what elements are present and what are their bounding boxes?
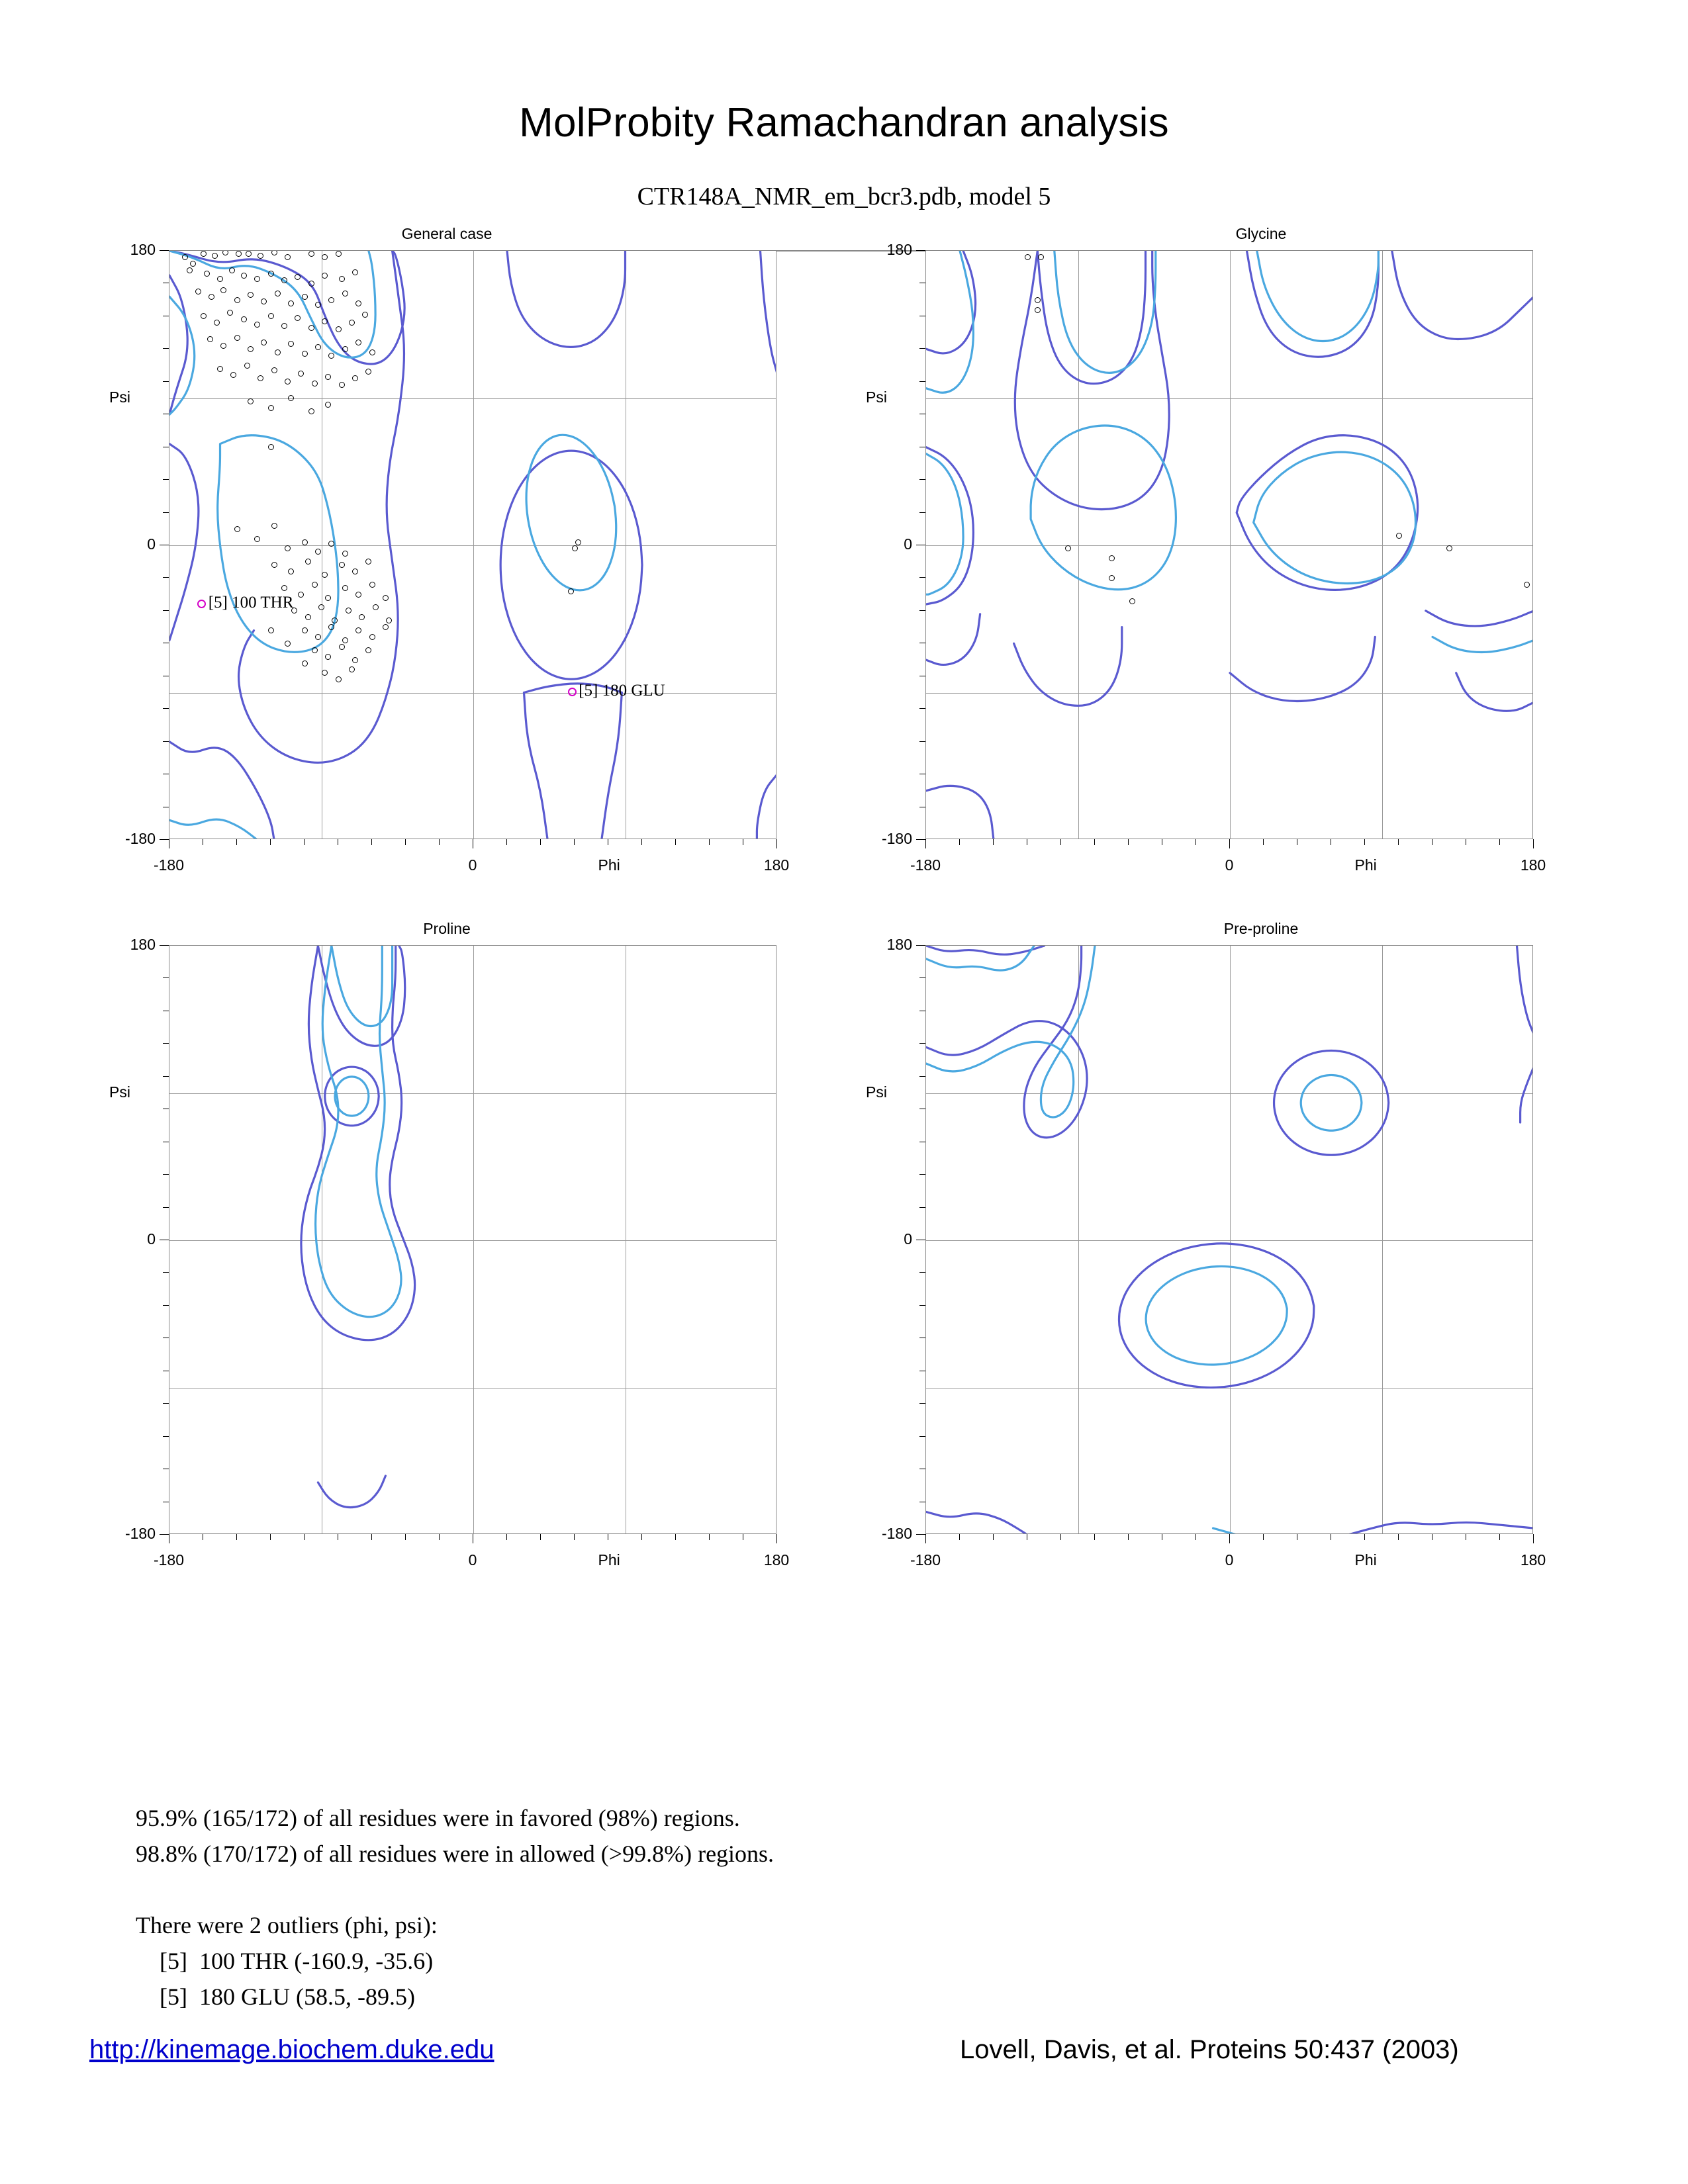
axis-tick-x: [993, 1534, 994, 1540]
contour-line: [926, 946, 1087, 1138]
axis-tick-x: [776, 839, 777, 848]
residue-point: [308, 325, 314, 331]
residue-point: [355, 340, 361, 345]
residue-point: [328, 353, 334, 359]
contour-line: [169, 444, 199, 641]
axis-tick-x: [1094, 1534, 1095, 1540]
axis-tick-x: [925, 839, 926, 848]
axis-tick-y: [919, 741, 925, 742]
contour-line: [524, 693, 548, 840]
axis-ticklabel-y: 180: [886, 241, 912, 258]
axis-tick-x: [1229, 1534, 1230, 1543]
residue-point: [1396, 533, 1402, 539]
axis-ticklabel-x: 0: [1225, 1551, 1234, 1569]
stats-outlier-header: There were 2 outliers (phi, psi):: [136, 1912, 438, 1938]
axis-tick-y: [163, 1043, 169, 1044]
residue-point: [281, 585, 287, 591]
contour-line: [1348, 1522, 1534, 1534]
residue-point: [220, 343, 226, 349]
axis-label-x: Phi: [598, 856, 620, 874]
kinemage-link[interactable]: http://kinemage.biochem.duke.edu: [89, 2035, 494, 2064]
contour-line: [1254, 452, 1416, 583]
axis-tick-x: [1499, 839, 1500, 845]
residue-point: [254, 276, 260, 282]
axis-tick-x: [1499, 1534, 1500, 1540]
axis-tick-x: [405, 1534, 406, 1540]
axis-tick-y: [919, 1207, 925, 1208]
residue-point: [302, 627, 308, 633]
contour-line: [926, 251, 973, 392]
residue-point: [325, 595, 331, 601]
residue-point: [271, 367, 277, 373]
axis-tick-x: [641, 1534, 642, 1540]
axis-tick-y: [163, 381, 169, 382]
contour-line: [761, 251, 777, 373]
residue-point: [268, 271, 274, 277]
axis-label-y: Psi: [109, 388, 130, 406]
residue-point: [342, 551, 348, 557]
residue-point: [241, 273, 247, 279]
residue-point: [220, 287, 226, 293]
residue-point: [342, 346, 348, 352]
axis-ticklabel-y: 0: [147, 1230, 156, 1248]
axis-label-y: Psi: [866, 388, 887, 406]
axis-tick-x: [304, 1534, 305, 1540]
stats-favored: 95.9% (165/172) of all residues were in favored (98%) regions.: [136, 1805, 740, 1831]
page-title: MolProbity Ramachandran analysis: [519, 100, 1169, 146]
page-subtitle: CTR148A_NMR_em_bcr3.pdb, model 5: [637, 183, 1051, 210]
contour-line: [1257, 251, 1379, 341]
residue-point: [281, 277, 287, 283]
residue-point: [217, 276, 223, 282]
contour-line: [1426, 611, 1533, 626]
contour-line: [1237, 435, 1417, 590]
residue-point: [234, 297, 240, 303]
axis-tick-x: [1364, 839, 1365, 845]
axis-tick-y: [919, 610, 925, 611]
residue-point: [234, 335, 240, 341]
outlier-marker[interactable]: [197, 600, 206, 608]
axis-ticklabel-y: 0: [904, 535, 912, 553]
axis-tick-x: [675, 1534, 676, 1540]
contour-line: [169, 819, 258, 839]
residue-point: [1109, 575, 1115, 581]
axis-tick-x: [574, 1534, 575, 1540]
axis-tick-y: [163, 348, 169, 349]
contour-line: [1274, 1050, 1389, 1155]
axis-ticklabel-y: 180: [886, 936, 912, 953]
axis-ticklabel-x: 0: [468, 1551, 477, 1569]
residue-point: [217, 366, 223, 372]
axis-ticklabel-y: 0: [904, 1230, 912, 1248]
outlier-marker[interactable]: [568, 688, 577, 696]
residue-point: [302, 660, 308, 666]
axis-tick-x: [540, 839, 541, 845]
axis-tick-x: [1533, 839, 1534, 848]
axis-tick-x: [925, 1534, 926, 1543]
axis-tick-y: [919, 479, 925, 480]
residue-point: [383, 624, 389, 630]
axis-tick-y: [916, 1534, 925, 1535]
contour-line: [1517, 946, 1534, 1034]
residue-point: [204, 271, 210, 277]
axis-tick-x: [1128, 1534, 1129, 1540]
axis-tick-y: [163, 1174, 169, 1175]
residue-point: [268, 444, 274, 450]
contour-line: [335, 1077, 369, 1116]
residue-point: [383, 595, 389, 601]
plot-pre-proline: [866, 920, 1595, 1582]
axis-tick-y: [916, 839, 925, 840]
residue-point: [302, 539, 308, 545]
axis-tick-x: [506, 1534, 507, 1540]
residue-point: [285, 641, 291, 647]
residue-point: [209, 294, 214, 300]
axis-tick-y: [163, 1076, 169, 1077]
residue-point: [352, 657, 358, 663]
residue-point: [1129, 598, 1135, 604]
contour-line: [1055, 251, 1156, 373]
residue-point: [312, 647, 318, 653]
contour-line: [218, 435, 338, 653]
axis-tick-y: [919, 1076, 925, 1077]
axis-ticklabel-x: 0: [1225, 856, 1234, 874]
axis-tick-x: [1364, 1534, 1365, 1540]
axis-tick-y: [160, 945, 169, 946]
residue-point: [339, 382, 345, 388]
residue-point: [275, 349, 281, 355]
plot-general-case: [109, 225, 790, 887]
contour-line: [1146, 1266, 1287, 1365]
contour-line: [926, 251, 976, 353]
residue-point: [342, 637, 348, 643]
axis-tick-y: [160, 250, 169, 251]
plot-area-preproline: [925, 945, 1533, 1534]
axis-ticklabel-x: -180: [910, 856, 941, 874]
contour-line: [526, 435, 616, 590]
residue-point: [244, 363, 250, 369]
axis-label-y: Psi: [866, 1083, 887, 1101]
residue-point: [271, 250, 277, 255]
axis-tick-x: [371, 839, 372, 845]
axis-tick-x: [1398, 1534, 1399, 1540]
citation-reference: Lovell, Davis, et al. Proteins 50:437 (2003): [960, 2035, 1459, 2064]
axis-tick-x: [1060, 839, 1061, 845]
residue-point: [369, 582, 375, 588]
residue-point: [325, 654, 331, 660]
contour-line: [602, 693, 622, 840]
residue-point: [1035, 297, 1041, 303]
axis-tick-y: [919, 577, 925, 578]
axis-tick-y: [919, 512, 925, 513]
axis-tick-y: [916, 945, 925, 946]
axis-tick-x: [709, 1534, 710, 1540]
axis-ticklabel-x: 0: [468, 856, 477, 874]
residue-point: [1025, 254, 1031, 260]
axis-ticklabel-y: -180: [124, 1525, 156, 1542]
residue-point: [336, 251, 342, 257]
contour-layer-proline: [169, 946, 776, 1534]
contour-line: [926, 454, 963, 595]
residue-point: [369, 349, 375, 355]
contour-line: [926, 614, 980, 665]
residue-point: [305, 614, 311, 620]
axis-label-y: Psi: [109, 1083, 130, 1101]
contour-line: [1301, 1075, 1362, 1130]
axis-label-x: Phi: [1354, 1551, 1377, 1569]
residue-point: [229, 267, 235, 273]
axis-tick-y: [160, 839, 169, 840]
axis-tick-x: [540, 1534, 541, 1540]
residue-point: [207, 336, 213, 342]
axis-tick-x: [959, 1534, 960, 1540]
residue-point: [373, 604, 379, 610]
outlier-label: [5] 180 GLU: [579, 682, 665, 700]
contour-line: [1031, 426, 1176, 590]
contour-line: [1392, 251, 1533, 340]
axis-tick-y: [163, 741, 169, 742]
residue-point: [315, 634, 321, 640]
axis-tick-x: [236, 839, 237, 845]
axis-ticklabel-y: 180: [130, 241, 156, 258]
axis-tick-y: [163, 1272, 169, 1273]
axis-tick-x: [405, 839, 406, 845]
residue-point: [339, 276, 345, 282]
axis-ticklabel-y: -180: [881, 830, 912, 847]
axis-tick-x: [1128, 839, 1129, 845]
contour-line: [757, 774, 776, 839]
axis-tick-x: [709, 839, 710, 845]
axis-tick-y: [919, 1305, 925, 1306]
axis-tick-y: [919, 1403, 925, 1404]
residue-point: [572, 545, 578, 551]
plot-area-glycine: [925, 250, 1533, 839]
residue-point: [308, 281, 314, 287]
residue-point: [312, 381, 318, 387]
axis-ticklabel-x: 180: [1520, 856, 1546, 874]
axis-tick-x: [1398, 839, 1399, 845]
axis-tick-y: [163, 577, 169, 578]
residue-point: [339, 562, 345, 568]
contour-line: [169, 251, 375, 357]
axis-tick-x: [270, 1534, 271, 1540]
axis-tick-y: [919, 1043, 925, 1044]
axis-tick-x: [1094, 839, 1095, 845]
axis-tick-x: [675, 839, 676, 845]
axis-tick-y: [163, 610, 169, 611]
contour-line: [1014, 627, 1122, 706]
plot-area-general: [169, 250, 776, 839]
residue-point: [308, 408, 314, 414]
residue-point: [305, 559, 311, 565]
residue-point: [369, 634, 375, 640]
axis-ticklabel-y: -180: [124, 830, 156, 847]
contour-line: [1213, 1528, 1237, 1534]
contour-line: [926, 1512, 1027, 1534]
residue-point: [342, 291, 348, 296]
axis-ticklabel-x: -180: [910, 1551, 941, 1569]
contour-line: [1521, 1067, 1533, 1122]
contour-layer-glycine: [926, 251, 1533, 839]
residue-point: [1035, 307, 1041, 313]
axis-label-x: Phi: [598, 1551, 620, 1569]
residue-point: [268, 405, 274, 411]
contour-line: [1119, 1244, 1313, 1388]
axis-tick-x: [1533, 1534, 1534, 1543]
stats-allowed: 98.8% (170/172) of all residues were in allowed (>99.8%) regions.: [136, 1841, 774, 1867]
axis-ticklabel-x: -180: [153, 856, 185, 874]
contour-line: [318, 1476, 385, 1508]
axis-tick-x: [1263, 839, 1264, 845]
residue-point: [271, 562, 277, 568]
contour-line: [316, 946, 401, 1317]
axis-ticklabel-y: -180: [881, 1525, 912, 1542]
axis-tick-y: [163, 1436, 169, 1437]
axis-tick-y: [919, 381, 925, 382]
axis-tick-y: [919, 1272, 925, 1273]
residue-point: [302, 351, 308, 357]
axis-tick-y: [919, 348, 925, 349]
residue-point: [241, 316, 247, 322]
residue-point: [342, 585, 348, 591]
axis-tick-x: [959, 839, 960, 845]
residue-point: [302, 294, 308, 300]
contour-line: [500, 451, 642, 679]
axis-tick-y: [163, 1207, 169, 1208]
axis-ticklabel-y: 0: [147, 535, 156, 553]
axis-tick-x: [1060, 1534, 1061, 1540]
axis-tick-x: [506, 839, 507, 845]
axis-tick-x: [439, 839, 440, 845]
residue-point: [575, 539, 581, 545]
axis-tick-x: [641, 839, 642, 845]
axis-label-x: Phi: [1354, 856, 1377, 874]
contour-layer-general: [169, 251, 776, 839]
axis-tick-y: [163, 708, 169, 709]
axis-tick-x: [304, 839, 305, 845]
residue-point: [355, 300, 361, 306]
residue-point: [339, 644, 345, 650]
axis-ticklabel-y: 180: [130, 936, 156, 953]
residue-point: [201, 251, 207, 257]
contour-line: [926, 946, 1045, 954]
residue-point: [312, 582, 318, 588]
axis-tick-x: [1229, 839, 1230, 848]
residue-point: [322, 273, 328, 279]
axis-tick-x: [1263, 1534, 1264, 1540]
residue-point: [315, 302, 321, 308]
contour-line: [1037, 251, 1145, 384]
axis-tick-x: [371, 1534, 372, 1540]
axis-tick-y: [160, 1534, 169, 1535]
contour-line: [1456, 673, 1533, 711]
contour-line: [169, 296, 195, 414]
axis-tick-y: [163, 512, 169, 513]
axis-ticklabel-x: 180: [763, 1551, 790, 1569]
contour-layer-preproline: [926, 946, 1533, 1534]
residue-point: [254, 536, 260, 542]
axis-tick-y: [163, 1305, 169, 1306]
residue-point: [336, 676, 342, 682]
axis-tick-x: [776, 1534, 777, 1543]
axis-tick-x: [993, 839, 994, 845]
stats-outlier-1: [5] 100 THR (-160.9, -35.6): [136, 1948, 434, 1974]
contour-line: [1432, 637, 1533, 652]
residue-point: [268, 313, 274, 319]
residue-point: [222, 250, 228, 255]
plot-title-preproline: Pre-proline: [1223, 920, 1299, 937]
residue-point: [234, 526, 240, 532]
residue-point: [254, 322, 260, 328]
plot-proline: [109, 920, 790, 1582]
plot-area-proline: [169, 945, 776, 1534]
stats-outlier-2: [5] 180 GLU (58.5, -89.5): [136, 1983, 415, 2010]
residue-point: [248, 398, 254, 404]
axis-ticklabel-x: 180: [763, 856, 790, 874]
axis-tick-y: [919, 708, 925, 709]
axis-tick-y: [163, 479, 169, 480]
residue-point: [288, 300, 294, 306]
residue-point: [336, 326, 342, 332]
residue-point: [328, 297, 334, 303]
outlier-label: [5] 100 THR: [208, 594, 294, 612]
residue-point: [201, 313, 207, 319]
residue-point: [275, 291, 281, 296]
contour-line: [926, 786, 994, 839]
axis-tick-x: [236, 1534, 237, 1540]
residue-point: [352, 269, 358, 275]
axis-ticklabel-x: 180: [1520, 1551, 1546, 1569]
axis-tick-y: [916, 250, 925, 251]
axis-tick-x: [270, 839, 271, 845]
contour-line: [301, 946, 415, 1340]
plot-glycine: [866, 225, 1595, 887]
axis-tick-y: [163, 1403, 169, 1404]
residue-point: [248, 346, 254, 352]
residue-point: [271, 523, 277, 529]
residue-point: [268, 627, 274, 633]
axis-ticklabel-x: -180: [153, 1551, 185, 1569]
axis-tick-y: [919, 1436, 925, 1437]
plot-title-proline: Proline: [423, 920, 471, 937]
plot-title-general: General case: [401, 225, 492, 242]
residue-point: [182, 254, 188, 260]
residue-point: [322, 318, 328, 324]
plot-title-glycine: Glycine: [1235, 225, 1287, 242]
axis-tick-x: [439, 1534, 440, 1540]
axis-tick-y: [919, 1174, 925, 1175]
axis-tick-x: [574, 839, 575, 845]
contour-line: [507, 251, 626, 347]
contour-line: [239, 251, 404, 762]
residue-point: [355, 592, 361, 598]
contour-line: [1230, 637, 1375, 701]
